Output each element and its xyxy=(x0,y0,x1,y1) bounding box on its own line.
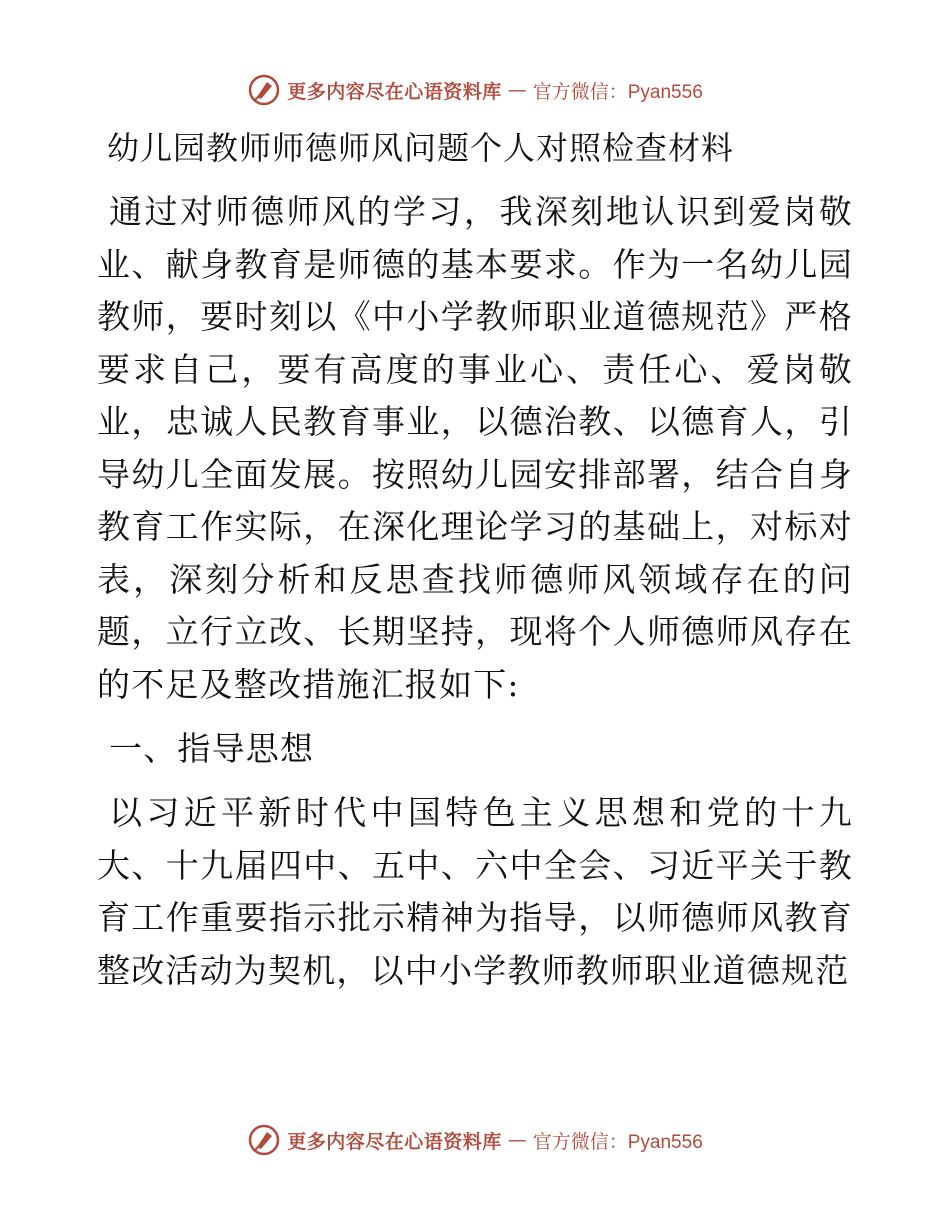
watermark-text: 更多内容尽在心语资料库 xyxy=(287,1130,502,1153)
watermark-separator: — xyxy=(507,79,527,101)
watermark-contact: 官方微信：Pyan556 xyxy=(532,81,703,103)
document-title: 幼儿园教师师德师风问题个人对照检查材料 xyxy=(107,129,735,167)
pen-nib-logo-icon xyxy=(247,1123,281,1157)
watermark-separator: — xyxy=(507,1129,527,1151)
watermark-text: 更多内容尽在心语资料库 xyxy=(287,80,502,103)
footer-watermark xyxy=(0,1120,950,1160)
document-body xyxy=(97,122,853,1009)
pen-nib-logo-icon xyxy=(247,73,281,107)
guiding-ideology-paragraph: 以习近平新时代中国特色主义思想和党的十九大、十九届四中、五中、六中全会、习近平关于教育工作重要指示批示精神为指导，以师德师风教育整改活动为契机，以中小学教师教师职业道德规范 xyxy=(97,793,853,990)
header-watermark xyxy=(0,70,950,110)
watermark-contact: 官方微信：Pyan556 xyxy=(532,1131,703,1153)
section-heading-guiding-ideology: 一、指导思想 xyxy=(109,729,315,768)
intro-paragraph: 通过对师德师风的学习，我深刻地认识到爱岗敬业、献身教育是师德的基本要求。作为一名幼儿园教师，要时刻以《中小学教师职业道德规范》严格要求自己，要有高度的事业心、责任心、爱岗敬业，忠诚人民教育事业，以德治教、以德育人，引导幼儿全面发展。按照幼儿园安排部署，结合自身教育工作实际，在深化理论学习的基础上，对标对表，深刻分析和反思查找师德师风领域存在的问题，立行立改、长期坚持，现将个人师德师风存在的不足及整改措施汇报如下: xyxy=(97,192,853,704)
